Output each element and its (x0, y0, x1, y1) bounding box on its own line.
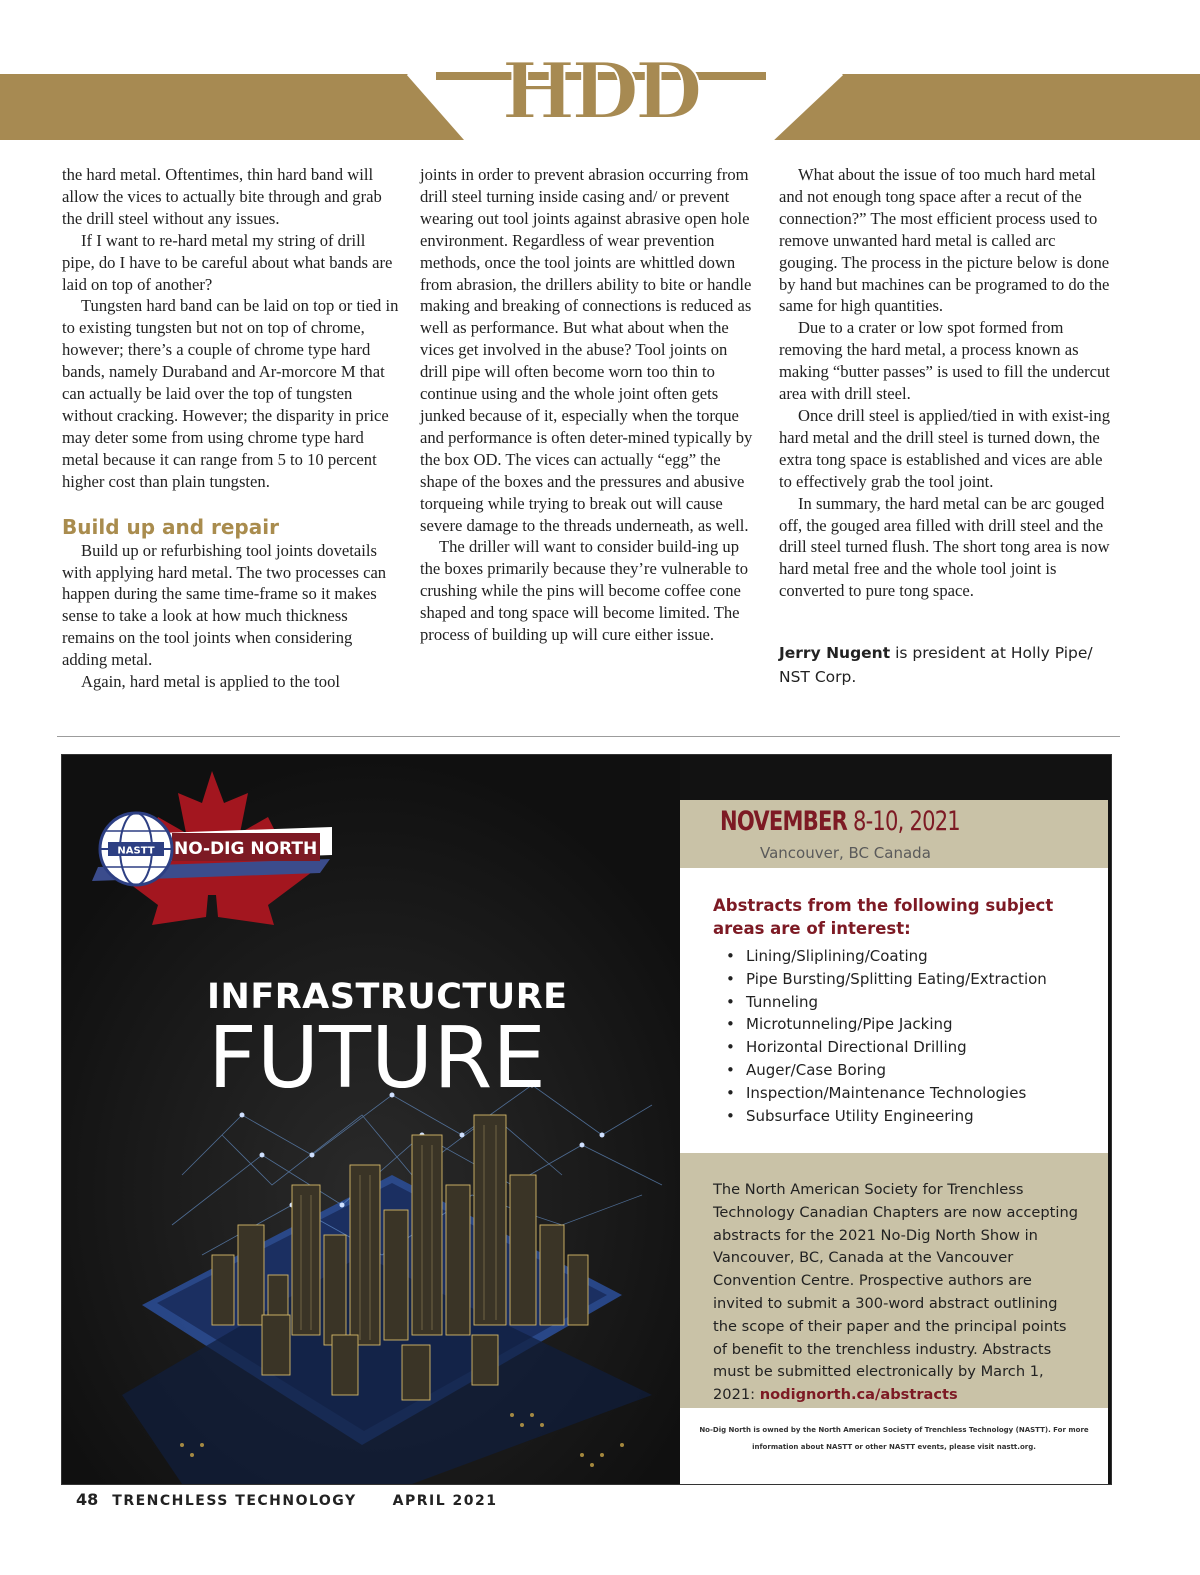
ad-headline-infrastructure: INFRASTRUCTURE (207, 977, 568, 1017)
ad-headline-future: FUTURE (208, 1009, 547, 1108)
list-item: • Subsurface Utility Engineering (726, 1105, 1047, 1128)
article-column-3 (779, 164, 1117, 689)
paragraph: Build up or refurbishing tool joints dovetails with applying hard metal. The two processes can happen during the same time-frame so it makes sense to take a look at how much thickness remains on the tool joints when considering adding metal. (62, 540, 387, 670)
paragraph: the hard metal. Oftentimes, thin hard band will allow the vices to actually bite through and grab the drill steel without any issues. (62, 165, 382, 228)
abstracts-heading: Abstracts from the following subject areas are of interest: (713, 896, 1054, 938)
paragraph: Again, hard metal is applied to the tool (81, 672, 340, 692)
event-date (720, 806, 960, 837)
ad-fine-print: No-Dig North is owned by the North American Society of Trenchless Technology (NASTT). For more information about NASTT or other NASTT events, please visit nastt.org. (699, 1426, 1089, 1451)
event-date-band (680, 800, 1108, 868)
list-item: • Inspection/Maintenance Technologies (726, 1082, 1047, 1105)
no-dig-north-advertisement (62, 755, 1111, 1484)
paragraph: joints in order to prevent abrasion occurring from drill steel turning inside casing and/ or prevent wearing out tool joints against abrasive open hole environment. Regardless of wear prevention methods, once the tool joints are whittled down from abrasion, the drillers ability to bite or handle making and breaking of connections is reduced as well as performance. But what about when the vices get involved in the abuse? Tool joints on drill pipe will often become worn too thin to continue using and the whole joint often gets junked because of it, especially when the torque and performance is often deter-mined typically by the box OD. The vices can actually “egg” the shape of the boxes and the pressures and abusive torqueing while trying to break out will cause severe damage to the threads underneath, as well. (420, 165, 753, 535)
paragraph: What about the issue of too much hard metal and not enough tong space after a recut of the connection?” The most efficient process used to remove unwanted hard metal is called arc gouging. The process in the picture below is done by hand but machines can be programed to do the same for high quantities. (779, 165, 1110, 316)
event-month: NOVEMBER (720, 806, 848, 837)
issue-date: APRIL 2021 (392, 1493, 498, 1509)
call-for-abstracts-text (713, 1179, 1083, 1407)
list-item: • Tunneling (726, 991, 1047, 1014)
ad-info-panel (680, 800, 1108, 1484)
event-location: Vancouver, BC Canada (760, 844, 931, 862)
nastt-badge-text: NASTT (117, 845, 155, 857)
author-byline (779, 641, 1117, 689)
magazine-name: TRENCHLESS TECHNOLOGY (112, 1493, 357, 1509)
article-column-2 (420, 164, 758, 646)
nastt-globe-icon (100, 813, 172, 885)
article-column-1 (62, 164, 400, 693)
paragraph: If I want to re-hard metal my string of drill pipe, do I have to be careful about what bands are laid on top of another? (62, 230, 393, 294)
call-for-abstracts-band (680, 1153, 1108, 1408)
abstracts-link[interactable]: nodignorth.ca/abstracts (759, 1386, 958, 1404)
no-dig-north-logo-text: NO-DIG NORTH (174, 839, 318, 859)
author-title: is president at Holly Pipe/ NST Corp. (779, 644, 1093, 687)
paragraph: In summary, the hard metal can be arc gouged off, the gouged area filled with drill steel and the drill steel turned flush. The short tong area is now hard metal free and the whole tool joint is converted to pure tong space. (779, 493, 1110, 601)
call-for-abstracts-body: The North American Society for Trenchless Technology Canadian Chapters are now accepting abstracts for the 2021 No-Dig North Show in Vancouver, BC, Canada at the Vancouver Convention Centre. Prospective authors are invited to submit a 300-word abstract outlining the scope of their paper and the principal points of benefit to the trenchless industry. Abstracts must be submitted electronically by March 1, 2021: (713, 1181, 1078, 1404)
author-name: Jerry Nugent (779, 644, 891, 663)
topic-list (726, 945, 1047, 1127)
ad-artwork (62, 755, 680, 1484)
event-days: 8-10, 2021 (847, 806, 960, 837)
list-item: • Lining/Sliplining/Coating (726, 945, 1047, 968)
list-item: • Horizontal Directional Drilling (726, 1036, 1047, 1059)
paragraph: The driller will want to consider build-ing up the boxes primarily because they’re vulnerable to crushing while the pins will become coffee cone shaped and tong space will become limited. The process of building up will cure either issue. (420, 537, 749, 645)
list-item: • Auger/Case Boring (726, 1059, 1047, 1082)
hdd-banner-graphic (0, 0, 1200, 140)
paragraph: Once drill steel is applied/tied in with exist-ing hard metal and the drill steel is turned down, the extra tong space is established and vices are able to effectively grab the tool joint. (779, 405, 1110, 491)
section-header-banner (0, 0, 1200, 140)
paragraph: Tungsten hard band can be laid on top or tied in to existing tungsten but not on top of chrome, however; there’s a couple of chrome type hard bands, namely Duraband and Ar-morcore M that can actually be laid over the top of tungsten without cracking. However; the disparity in price may deter some from using chrome type hard metal because it can range from 5 to 10 percent higher cost than plain tungsten. (62, 296, 399, 491)
city-network-illustration (62, 755, 680, 1484)
page-footer (76, 1490, 498, 1509)
list-item: • Pipe Bursting/Splitting Eating/Extraction (726, 968, 1047, 991)
divider (57, 736, 1120, 737)
hdd-logo (436, 46, 766, 137)
section-subhead: Build up and repair (62, 514, 279, 539)
paragraph: Due to a crater or low spot formed from removing the hard metal, a process known as making “butter passes” is used to fill the undercut area with drill steel. (779, 318, 1110, 404)
hdd-logo-text: HDD (501, 46, 699, 137)
list-item: • Microtunneling/Pipe Jacking (726, 1013, 1047, 1036)
page-number: 48 (76, 1490, 99, 1509)
